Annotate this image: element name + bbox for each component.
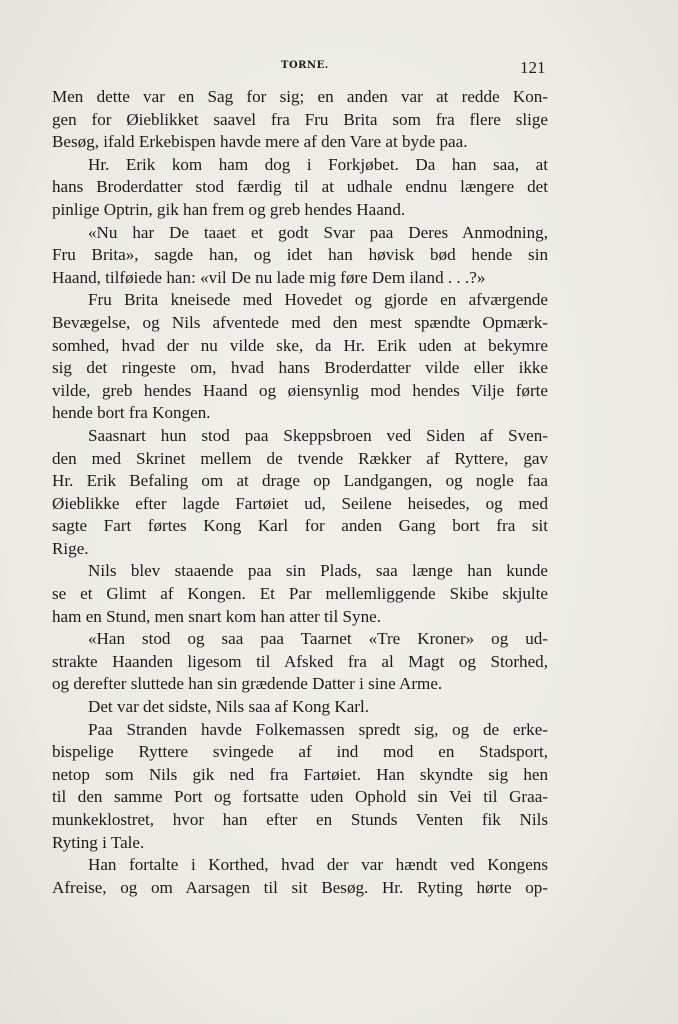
page-number: 121 — [520, 58, 546, 77]
text-line: gen for Øieblikket saavel fra Fru Brita som fra flere slige — [52, 109, 548, 129]
running-head: TORNE. — [281, 60, 329, 71]
text-line: Nils blev staaende paa sin Plads, saa længe han kunde — [88, 561, 548, 581]
text-line: den med Skrinet mellem de tvende Rækker af Ryttere, gav — [52, 448, 548, 468]
text-line: munkeklostret, hvor han efter en Stunds Venten fik Nils — [52, 810, 548, 829]
text-line: se et Glimt af Kongen. Et Par mellemliggende Skibe skjulte — [52, 584, 548, 604]
text-line: Haand, tilføiede han: «vil De nu lade mig føre Dem iland . . .?» — [52, 267, 486, 287]
text-line: Hr. Erik Befaling om at drage op Landgangen, og nogle faa — [52, 471, 548, 491]
text-line: bispelige Ryttere svingede af ind mod en Stadsport, — [52, 742, 548, 762]
text-line: Afreise, og om Aarsagen til sit Besøg. Hr. Ryting hørte op- — [52, 877, 548, 897]
text-line: til den samme Port og fortsatte uden Ophold sin Vei til Graa- — [52, 787, 548, 807]
text-line: somhed, hvad der nu vilde ske, da Hr. Erik uden at bekymre — [52, 335, 548, 355]
text-line: Rige. — [52, 538, 89, 558]
text-line: og derefter sluttede han sin grædende Datter i sine Arme. — [52, 674, 443, 694]
text-line: Fru Brita kneisede med Hovedet og gjorde en afværgende — [88, 290, 548, 310]
text-line: pinlige Optrin, gik han frem og greb hendes Haand. — [52, 199, 406, 219]
text-line: Bevægelse, og Nils afventede med den mest spændte Opmærk- — [52, 312, 548, 332]
text-line: «Nu har De taaet et godt Svar paa Deres Anmodning, — [88, 222, 548, 242]
text-line: Besøg, ifald Erkebispen havde mere af den Vare at byde paa. — [52, 132, 468, 152]
body-text — [52, 86, 548, 899]
text-line: Det var det sidste, Nils saa af Kong Karl. — [88, 697, 370, 717]
text-line: hende bort fra Kongen. — [52, 403, 211, 423]
text-line: Fru Brita», sagde han, og idet han høvisk bød hende sin — [52, 245, 548, 265]
text-line: ham en Stund, men snart kom han atter til Syne. — [52, 606, 381, 626]
text-line: hans Broderdatter stod færdig til at udhale endnu længere det — [52, 177, 548, 197]
text-line: Saasnart hun stod paa Skeppsbroen ved Siden af Sven- — [88, 425, 548, 445]
text-line: Men dette var en Sag for sig; en anden var at redde Kon- — [52, 87, 548, 106]
text-line: Han fortalte i Korthed, hvad der var hændt ved Kongens — [88, 855, 548, 875]
text-line: Hr. Erik kom ham dog i Forkjøbet. Da han saa, at — [88, 154, 548, 174]
text-line: Øieblikke efter lagde Fartøiet ud, Seilene heisedes, og med — [52, 493, 548, 513]
text-line: netop som Nils gik ned fra Fartøiet. Han skyndte sig hen — [52, 764, 548, 784]
text-line: «Han stod og saa paa Taarnet «Tre Kroner» og ud- — [88, 629, 548, 649]
text-line: sig det ringeste om, hvad hans Broderdatter vilde eller ikke — [52, 358, 548, 378]
text-line: sagte Fart førtes Kong Karl for anden Gang bort fra sit — [52, 516, 548, 536]
text-line: vilde, greb hendes Haand og øiensynlig mod hendes Vilje førte — [52, 380, 548, 400]
text-line: Paa Stranden havde Folkemassen spredt sig, og de erke- — [88, 719, 548, 739]
text-line: Ryting i Tale. — [52, 832, 145, 852]
text-line: strakte Haanden ligesom til Afsked fra al Magt og Storhed, — [52, 651, 548, 671]
